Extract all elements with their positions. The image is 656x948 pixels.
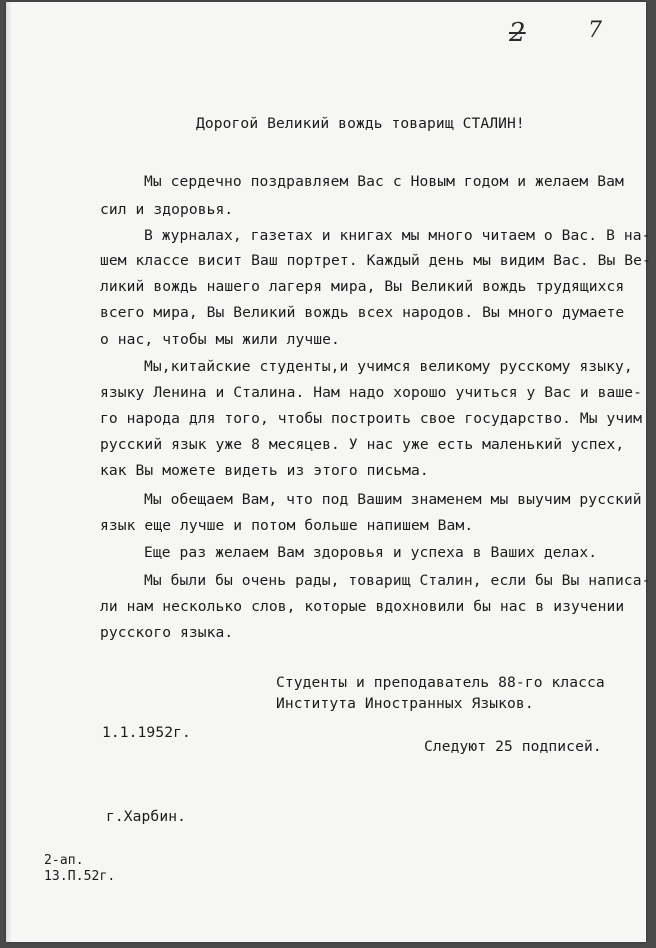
body-line: ликий вождь нашего лагеря мира, Вы Великий вождь трудящихся [100, 278, 625, 295]
archive-mark-1: 2 [509, 18, 526, 48]
body-line: сил и здоровья. [100, 201, 234, 218]
salutation: Дорогой Великий вождь товарищ СТАЛИН! [196, 115, 525, 132]
body-line: Мы обещаем Вам, что под Вашим знаменем мы выучим русский [144, 491, 642, 508]
body-line: Мы,китайские студенты,и учимся великому русскому языку, [144, 358, 633, 375]
body-line: Мы были бы очень рады, товарищ Сталин, если бы Вы написа- [144, 572, 651, 589]
letter-page [6, 2, 651, 942]
body-line: о нас, чтобы мы жили лучше. [100, 331, 340, 348]
body-line: язык еще лучше и потом больше напишем Вам. [100, 517, 474, 534]
body-line: языку Ленина и Сталина. Нам надо хорошо учиться у Вас и ваше- [100, 384, 643, 401]
body-line: Мы сердечно поздравляем Вас с Новым годом и желаем Вам [144, 173, 624, 190]
body-line: русского языка. [100, 624, 234, 641]
signature-line-1: Студенты и преподаватель 88-го класса [276, 674, 605, 691]
signature-line-2: Института Иностранных Языков. [276, 695, 534, 712]
archive-mark-2: 7 [588, 18, 603, 43]
body-line: русский язык уже 8 месяцев. У нас уже есть маленький успех, [100, 436, 625, 453]
body-line: как Вы можете видеть из этого письма. [100, 462, 429, 479]
body-line: всего мира, Вы Великий вождь всех народов. Вы много думаете [100, 304, 625, 321]
city: г.Харбин. [106, 808, 186, 825]
signatures-note: Следуют 25 подписей. [424, 738, 602, 755]
filing-date: 13.П.52г. [44, 869, 116, 884]
body-line: ли нам несколько слов, которые вдохновили бы нас в изучении [100, 598, 625, 615]
filing-ref: 2-ап. [44, 853, 84, 868]
body-line: шем классе висит Ваш портрет. Каждый день мы видим Вас. Вы Ве- [100, 252, 651, 269]
body-line: го народа для того, чтобы построить свое государство. Мы учим [100, 410, 643, 427]
body-line: Еще раз желаем Вам здоровья и успеха в Ваших делах. [144, 544, 598, 561]
letter-date: 1.1.1952г. [102, 724, 191, 741]
body-line: В журналах, газетах и книгах мы много читаем о Вас. В на- [144, 227, 651, 244]
